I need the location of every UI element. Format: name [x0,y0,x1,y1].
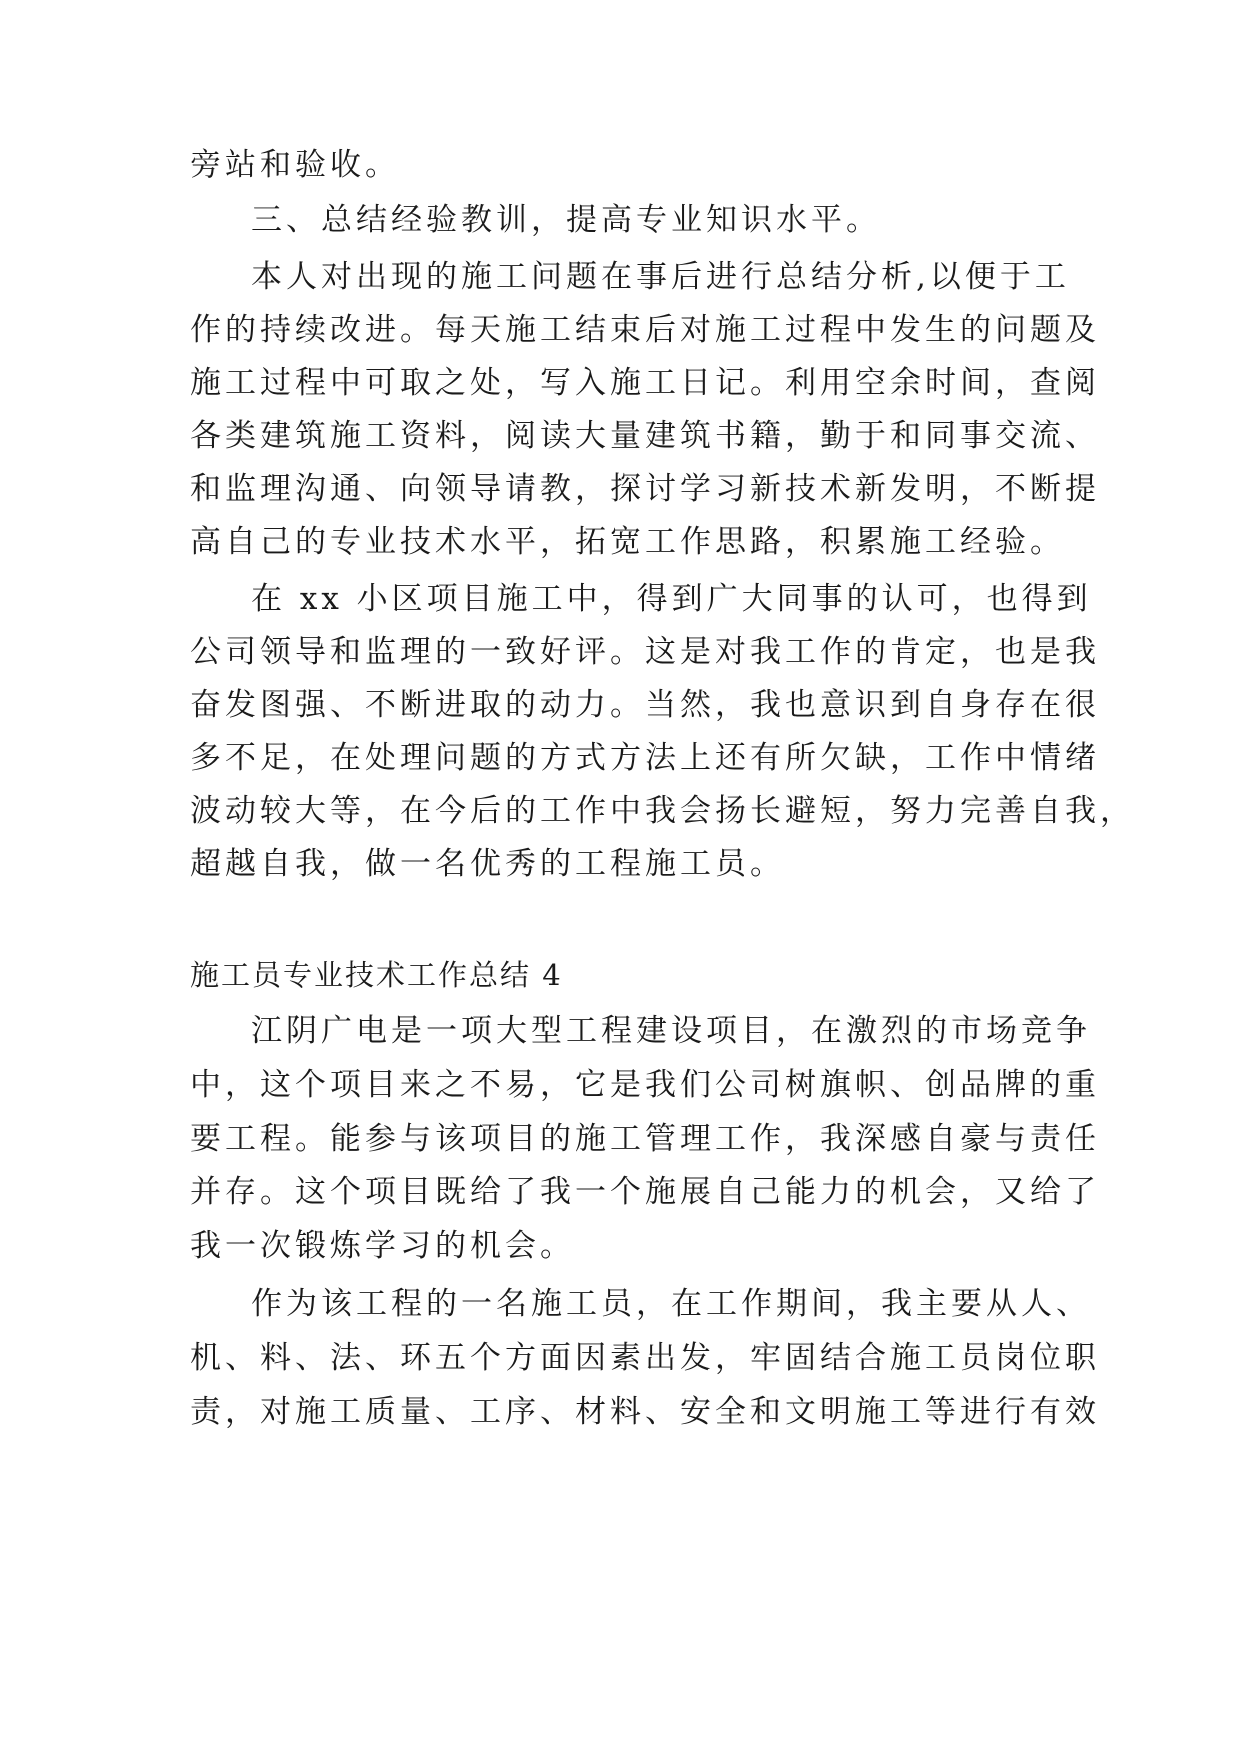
paragraph-line: 机、料、法、环五个方面因素出发，牢固结合施工员岗位职 [190,1340,1100,1376]
paragraph-line: 超越自我，做一名优秀的工程施工员。 [190,846,785,882]
paragraph-line: 并存。这个项目既给了我一个施展自己能力的机会，又给了 [190,1174,1100,1210]
paragraph-line: 在 xx 小区项目施工中，得到广大同事的认可，也得到 [251,581,1092,617]
paragraph-line: 责，对施工质量、工序、材料、安全和文明施工等进行有效 [190,1394,1100,1430]
paragraph-line: 高自己的专业技术水平，拓宽工作思路，积累施工经验。 [190,524,1065,560]
paragraph-line: 旁站和验收。 [190,147,400,183]
section-point-line: 三、总结经验教训，提高专业知识水平。 [251,202,881,238]
paragraph-line: 施工过程中可取之处，写入施工日记。利用空余时间，查阅 [190,365,1100,401]
paragraph-line: 作的持续改进。每天施工结束后对施工过程中发生的问题及 [190,312,1100,348]
paragraph-line: 奋发图强、不断进取的动力。当然，我也意识到自身存在很 [190,687,1100,723]
paragraph-line: 公司领导和监理的一致好评。这是对我工作的肯定，也是我 [190,634,1100,670]
paragraph-line: 多不足，在处理问题的方式方法上还有所欠缺，工作中情绪 [190,740,1100,776]
paragraph-line: 我一次锻炼学习的机会。 [190,1228,575,1264]
paragraph-line: 要工程。能参与该项目的施工管理工作，我深感自豪与责任 [190,1121,1100,1157]
paragraph-line: 和监理沟通、向领导请教，探讨学习新技术新发明，不断提 [190,471,1100,507]
paragraph-line: 作为该工程的一名施工员，在工作期间，我主要从人、 [251,1286,1091,1322]
paragraph-line: 江阴广电是一项大型工程建设项目，在激烈的市场竞争 [251,1013,1091,1049]
paragraph-line: 各类建筑施工资料，阅读大量建筑书籍，勤于和同事交流、 [190,418,1100,454]
paragraph-line: 中，这个项目来之不易，它是我们公司树旗帜、创品牌的重 [190,1067,1100,1103]
paragraph-line: 波动较大等，在今后的工作中我会扬长避短，努力完善自我， [190,793,1135,829]
section-heading: 施工员专业技术工作总结 4 [190,958,563,992]
paragraph-line: 本人对出现的施工问题在事后进行总结分析,以便于工 [251,259,1070,295]
